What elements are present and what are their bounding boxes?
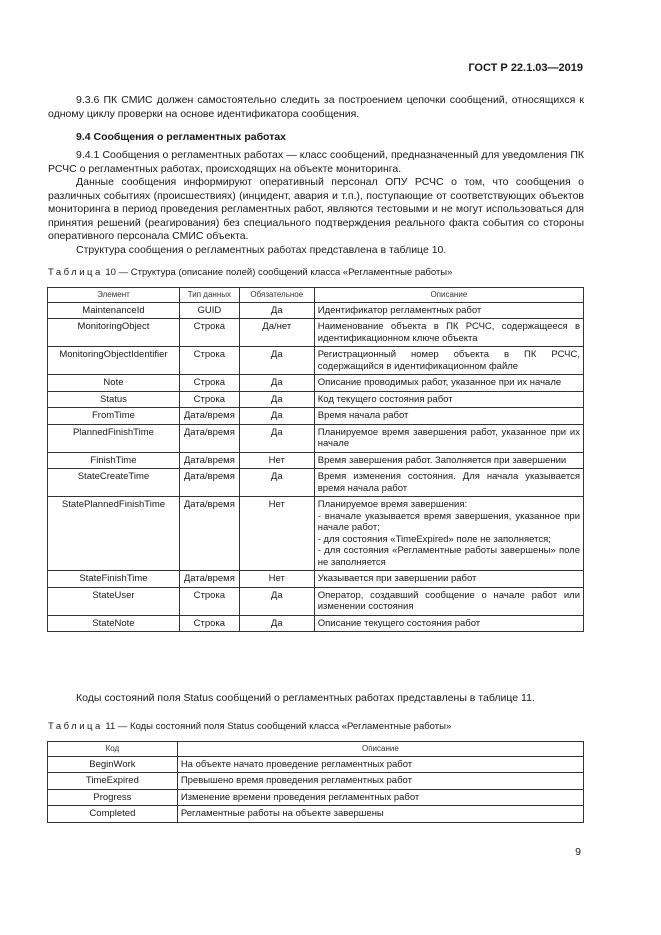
cell-description: Планируемое время завершения работ, указанное при их начале xyxy=(314,424,583,452)
cell-element: MonitoringObject xyxy=(48,319,180,347)
cell-data-type: Дата/время xyxy=(179,452,239,469)
table-row xyxy=(48,587,584,615)
cell-data-type: Строка xyxy=(179,615,239,632)
table-row xyxy=(48,806,584,823)
table-row xyxy=(48,347,584,375)
section-heading: 9.4 Сообщения о регламентных работах xyxy=(76,131,287,143)
table-row xyxy=(48,391,584,408)
cell-element: MonitoringObjectIdentifier xyxy=(48,347,180,375)
cell-data-type: Строка xyxy=(179,319,239,347)
table-row xyxy=(48,408,584,425)
cell-data-type: Строка xyxy=(179,375,239,392)
cell-description: Время завершения работ. Заполняется при завершении xyxy=(314,452,583,469)
caption-word: Таблица xyxy=(48,267,103,278)
cell-required: Да xyxy=(239,587,314,615)
cell-required: Нет xyxy=(239,571,314,588)
cell-data-type: Строка xyxy=(179,347,239,375)
table-11-header-row xyxy=(48,742,584,757)
cell-data-type: Дата/время xyxy=(179,469,239,497)
table-11-caption xyxy=(48,721,451,732)
cell-element: StateFinishTime xyxy=(48,571,180,588)
cell-description: Регистрационный номер объекта в ПК РСЧС, содержащийся в идентификационном файле xyxy=(314,347,583,375)
cell-line: - для состояния «Регламентные работы завершены» поле не заполняется xyxy=(317,545,580,568)
table-10 xyxy=(47,287,584,632)
page-number: 9 xyxy=(575,846,581,858)
table-10-header-row xyxy=(48,288,584,303)
cell-required: Да/нет xyxy=(239,319,314,347)
cell-data-type: Строка xyxy=(179,587,239,615)
cell-data-type: Дата/время xyxy=(179,571,239,588)
cell-element: Status xyxy=(48,391,180,408)
table-row xyxy=(48,773,584,790)
column-header-description: Описание xyxy=(177,742,583,757)
cell-element: MaintenanceId xyxy=(48,302,180,319)
cell-element: StatePlannedFinishTime xyxy=(48,497,180,571)
column-header-element: Элемент xyxy=(48,288,180,303)
table-row xyxy=(48,302,584,319)
section-9-3-6 xyxy=(48,94,584,121)
section-codes xyxy=(48,692,584,706)
table-11 xyxy=(47,741,584,823)
table-row xyxy=(48,571,584,588)
cell-required: Да xyxy=(239,615,314,632)
cell-description: Превышено время проведения регламентных работ xyxy=(177,773,583,790)
section-9-4 xyxy=(48,131,584,145)
table-row xyxy=(48,319,584,347)
cell-required: Да xyxy=(239,375,314,392)
standard-number: ГОСТ Р 22.1.03—2019 xyxy=(468,62,583,74)
cell-description xyxy=(314,497,583,571)
column-header-description: Описание xyxy=(314,288,583,303)
cell-code: TimeExpired xyxy=(48,773,178,790)
cell-required: Да xyxy=(239,391,314,408)
cell-code: BeginWork xyxy=(48,756,178,773)
table-row xyxy=(48,789,584,806)
cell-description: Описание текущего состояния работ xyxy=(314,615,583,632)
cell-description: Идентификатор регламентных работ xyxy=(314,302,583,319)
cell-required: Да xyxy=(239,424,314,452)
column-header-data-type: Тип данных xyxy=(179,288,239,303)
cell-element: StateCreateTime xyxy=(48,469,180,497)
table-10-caption xyxy=(48,267,452,278)
cell-required: Да xyxy=(239,302,314,319)
cell-description: Изменение времени проведения регламентных работ xyxy=(177,789,583,806)
cell-code: Progress xyxy=(48,789,178,806)
cell-element: PlannedFinishTime xyxy=(48,424,180,452)
cell-line: Планируемое время завершения: xyxy=(317,499,468,510)
paragraph-codes: Коды состояний поля Status сообщений о регламентных работах представлены в таблице 11. xyxy=(76,692,535,704)
cell-data-type: Строка xyxy=(179,391,239,408)
cell-data-type: Дата/время xyxy=(179,424,239,452)
cell-line: - вначале указывается время завершения, указанное при начале работ; xyxy=(317,510,580,533)
cell-description: Время начала работ xyxy=(314,408,583,425)
cell-element: StateNote xyxy=(48,615,180,632)
cell-required: Да xyxy=(239,408,314,425)
cell-required: Нет xyxy=(239,497,314,571)
cell-data-type: GUID xyxy=(179,302,239,319)
cell-description: Наименование объекта в ПК РСЧС, содержащееся в идентификационном ключе объекта xyxy=(314,319,583,347)
cell-description: Указывается при завершении работ xyxy=(314,571,583,588)
paragraph-9-4-1: 9.4.1 Сообщения о регламентных работах — класс сообщений, предназначенный для уведомления ПК РСЧС о регламентных работах, происходящих на объекте мониторинга. xyxy=(48,149,584,175)
cell-description: Регламентные работы на объекте завершены xyxy=(177,806,583,823)
cell-element: FinishTime xyxy=(48,452,180,469)
table-row xyxy=(48,469,584,497)
table-row xyxy=(48,497,584,571)
cell-description: Время изменения состояния. Для начала указывается время начала работ xyxy=(314,469,583,497)
section-9-4-1 xyxy=(48,149,584,257)
cell-description: На объекте начато проведение регламентных работ xyxy=(177,756,583,773)
cell-required: Нет xyxy=(239,452,314,469)
table-row xyxy=(48,615,584,632)
paragraph-data: Данные сообщения информируют оперативный персонал ОПУ РСЧС о том, что сообщения о различных событиях (происшествиях) (инцидент, авария и т.п.), поступающие от соответствующих объектов мониторинга в период проведения регламентных работ, являются тестовыми и не могут использоваться для принятия решений (реагирования) без специального подтверждения реального факта события со стороны оперативного персонала СМИС объекта. xyxy=(48,176,584,242)
cell-description: Код текущего состояния работ xyxy=(314,391,583,408)
cell-line: - для состояния «TimeExpired» поле не заполняется; xyxy=(317,533,551,545)
caption-word: Таблица xyxy=(48,721,103,732)
cell-data-type: Дата/время xyxy=(179,408,239,425)
caption-text: 11 — Коды состояний поля Status сообщений класса «Регламентные работы» xyxy=(105,721,452,732)
cell-element: FromTime xyxy=(48,408,180,425)
table-row xyxy=(48,424,584,452)
cell-data-type: Дата/время xyxy=(179,497,239,571)
paragraph-structure: Структура сообщения о регламентных работах представлена в таблице 10. xyxy=(76,243,447,256)
caption-text: 10 — Структура (описание полей) сообщений класса «Регламентные работы» xyxy=(105,267,453,278)
table-row xyxy=(48,375,584,392)
paragraph-9-3-6: 9.3.6 ПК СМИС должен самостоятельно следить за построением цепочки сообщений, относящихся к одному циклу проверки на основе идентификатора сообщения. xyxy=(48,94,584,120)
cell-element: StateUser xyxy=(48,587,180,615)
column-header-code: Код xyxy=(48,742,178,757)
cell-required: Да xyxy=(239,347,314,375)
cell-element: Note xyxy=(48,375,180,392)
cell-description: Описание проводимых работ, указанное при их начале xyxy=(314,375,583,392)
cell-required: Да xyxy=(239,469,314,497)
cell-description: Оператор, создавший сообщение о начале работ или изменении состояния xyxy=(314,587,583,615)
table-row xyxy=(48,452,584,469)
table-row xyxy=(48,756,584,773)
cell-code: Completed xyxy=(48,806,178,823)
column-header-required: Обязательное xyxy=(239,288,314,303)
